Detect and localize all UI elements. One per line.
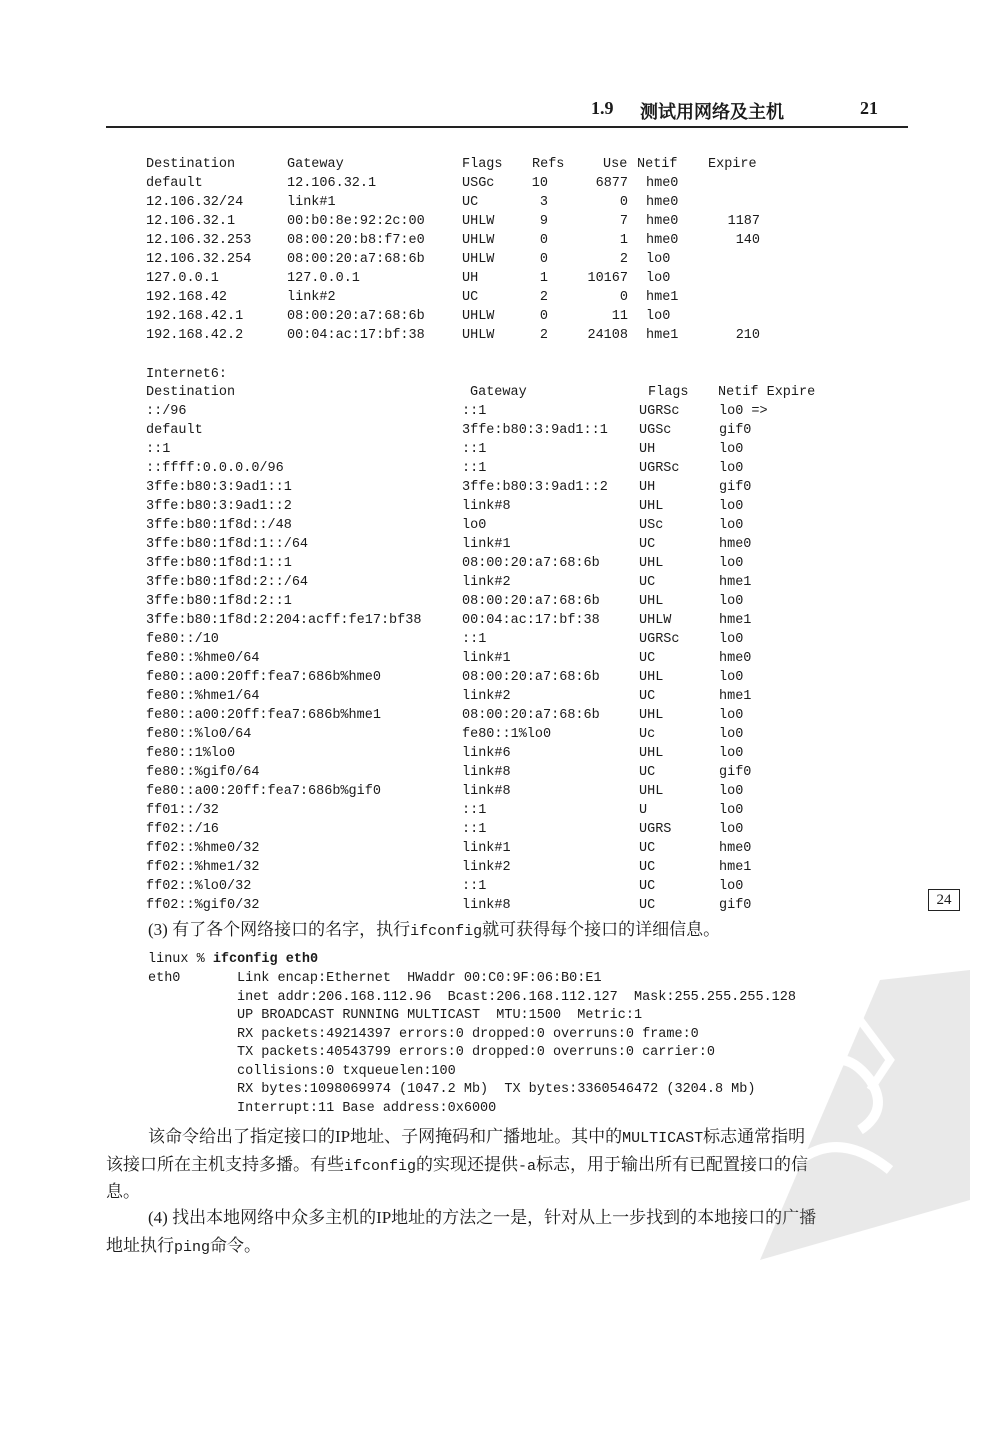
ipv4-cell-use: 0 — [619, 290, 628, 305]
chapter-title: 测试用网络及主机 — [640, 102, 784, 122]
explain-text: 标志通常指明 — [703, 1127, 806, 1146]
ipv6-cell-netif: lo0 — [719, 499, 744, 514]
ipv6-cell-flags: UC — [639, 841, 656, 856]
page-number: 21 — [860, 98, 878, 118]
ipv6-cell-gateway: 00:04:ac:17:bf:38 — [462, 613, 600, 628]
ipv6-cell-netif: lo0 — [719, 461, 744, 476]
shell-prompt: linux % — [148, 952, 213, 967]
ipv4-cell-netif: hme1 — [646, 328, 679, 343]
ipv6-cell-flags: UHL — [639, 746, 664, 761]
ipv6-cell-gateway: link#2 — [462, 689, 511, 704]
ipv4-cell-use: 2 — [619, 252, 628, 267]
ipv6-cell-netif: hme0 — [719, 537, 752, 552]
ipv4-header-refs: Refs — [532, 157, 565, 172]
interface-name: eth0 — [148, 971, 181, 986]
ipv6-cell-destination: fe80::a00:20ff:fea7:686b%gif0 — [146, 784, 381, 799]
para4-text: 命令。 — [210, 1236, 262, 1255]
ipv4-cell-use: 24108 — [587, 328, 628, 343]
ipv4-cell-destination: 192.168.42 — [146, 290, 228, 305]
explain-line-3: 息。 — [106, 1182, 140, 1201]
explain-text: 该接口所在主机支持多播。有些 — [106, 1155, 344, 1174]
ipv6-cell-flags: UC — [639, 860, 656, 875]
ipv6-cell-netif: hme1 — [719, 860, 752, 875]
ipv6-cell-netif: lo0 — [719, 632, 744, 647]
ipv6-cell-gateway: ::1 — [462, 461, 487, 476]
ipv6-cell-gateway: lo0 — [462, 518, 487, 533]
ipv6-cell-destination: ff02::%lo0/32 — [146, 879, 252, 894]
ipv6-cell-flags: UGRSc — [639, 461, 680, 476]
ipv6-cell-netif: gif0 — [719, 765, 752, 780]
ipv6-cell-netif: lo0 — [719, 594, 744, 609]
ipv4-cell-refs: 0 — [539, 309, 548, 324]
ipv6-cell-gateway: ::1 — [462, 803, 487, 818]
ipv4-cell-destination: 192.168.42.2 — [146, 328, 244, 343]
ipv6-cell-flags: UGRSc — [639, 632, 680, 647]
ipv4-cell-netif: hme0 — [646, 214, 679, 229]
ipv6-cell-flags: Uc — [639, 727, 656, 742]
para3-code: ifconfig — [410, 923, 483, 940]
ipv4-cell-netif: hme0 — [646, 176, 679, 191]
ipv4-cell-destination: default — [146, 176, 203, 191]
ipv6-cell-destination: ff02::%gif0/32 — [146, 898, 260, 913]
ipv4-cell-gateway: 127.0.0.1 — [287, 271, 360, 286]
ipv6-cell-netif: lo0 — [719, 727, 744, 742]
explain-text: 该命令给出了指定接口的IP地址、子网掩码和广播地址。其中的 — [148, 1127, 623, 1146]
ipv4-cell-netif: lo0 — [646, 309, 671, 324]
ipv6-cell-gateway: link#8 — [462, 765, 511, 780]
ipv6-cell-flags: UHL — [639, 594, 664, 609]
ipv6-cell-netif: gif0 — [719, 898, 752, 913]
ipv6-cell-flags: UC — [639, 651, 656, 666]
ipv4-cell-flags: UHLW — [462, 252, 495, 267]
ifconfig-command-line — [148, 953, 318, 967]
ipv4-cell-flags: USGc — [462, 176, 495, 191]
ipv6-cell-destination: fe80::%hme0/64 — [146, 651, 260, 666]
ipv6-cell-flags: UC — [639, 765, 656, 780]
ipv6-cell-destination: 3ffe:b80:1f8d:1::1 — [146, 556, 292, 571]
ipv6-cell-gateway: link#1 — [462, 537, 511, 552]
ipv6-table-label: Internet6: — [146, 367, 228, 382]
ipv4-cell-destination: 127.0.0.1 — [146, 271, 219, 286]
ifconfig-output-line: UP BROADCAST RUNNING MULTICAST MTU:1500 Metric:1 — [237, 1008, 643, 1023]
ipv4-cell-flags: UHLW — [462, 233, 495, 248]
ipv4-cell-netif: hme0 — [646, 195, 679, 210]
ipv6-cell-flags: UC — [639, 879, 656, 894]
ifconfig-output-line: RX packets:49214397 errors:0 dropped:0 overruns:0 frame:0 — [237, 1026, 699, 1042]
ipv6-cell-destination: ff01::/32 — [146, 803, 219, 818]
ipv6-cell-netif: lo0 — [719, 803, 744, 818]
ipv4-cell-refs: 2 — [539, 290, 548, 305]
ipv4-cell-gateway: 12.106.32.1 — [287, 176, 377, 191]
ipv6-cell-flags: UHL — [639, 556, 664, 571]
ipv4-cell-use: 1 — [619, 233, 628, 248]
ipv6-cell-gateway: ::1 — [462, 442, 487, 457]
ipv4-cell-use: 7 — [619, 214, 628, 229]
ipv4-cell-destination: 12.106.32/24 — [146, 195, 244, 210]
ipv4-cell-gateway: 00:b0:8e:92:2c:00 — [287, 214, 425, 229]
ipv6-cell-netif: hme1 — [719, 689, 752, 704]
ipv4-cell-netif: lo0 — [646, 252, 671, 267]
ipv6-cell-destination: ::/96 — [146, 404, 187, 419]
ipv6-cell-netif: hme1 — [719, 575, 752, 590]
ipv4-cell-gateway: 00:04:ac:17:bf:38 — [287, 328, 425, 343]
ipv6-cell-destination: fe80::/10 — [146, 632, 219, 647]
ipv6-cell-netif: lo0 — [719, 670, 744, 685]
ipv4-cell-netif: lo0 — [646, 271, 671, 286]
ipv4-cell-gateway: link#2 — [287, 290, 336, 305]
section-number: 1.9 — [591, 98, 614, 118]
ipv4-header-gateway: Gateway — [287, 157, 344, 172]
explain-text: 标志，用于输出所有已配置接口的信 — [536, 1155, 809, 1174]
ipv6-cell-destination: fe80::1%lo0 — [146, 746, 236, 761]
ifconfig-output-line: TX packets:40543799 errors:0 dropped:0 overruns:0 carrier:0 — [237, 1045, 715, 1060]
ipv6-cell-destination: 3ffe:b80:1f8d:1::/64 — [146, 537, 309, 552]
ipv6-cell-gateway: ::1 — [462, 632, 487, 647]
ipv6-cell-netif: lo0 — [719, 708, 744, 723]
ipv6-cell-gateway: link#8 — [462, 784, 511, 799]
ipv6-cell-gateway: ::1 — [462, 879, 487, 894]
ipv4-cell-gateway: link#1 — [287, 195, 336, 210]
ipv6-cell-destination: 3ffe:b80:1f8d:2::/64 — [146, 575, 309, 590]
para3-after: 就可获得每个接口的详细信息。 — [482, 920, 721, 939]
ipv4-header-netif: Netif — [637, 157, 678, 172]
ipv6-cell-gateway: fe80::1%lo0 — [462, 727, 552, 742]
ipv6-cell-flags: USc — [639, 518, 664, 533]
ipv6-cell-flags: UHLW — [639, 613, 672, 628]
ipv4-cell-refs: 3 — [539, 195, 548, 210]
shell-command: ifconfig eth0 — [212, 952, 319, 967]
explain-code: -a — [518, 1158, 537, 1175]
library-stamp-watermark — [740, 960, 980, 1280]
ifconfig-output-line: collisions:0 txqueuelen:100 — [237, 1063, 456, 1079]
original-page-marker: 24 — [928, 889, 960, 911]
ipv6-cell-gateway: 3ffe:b80:3:9ad1::2 — [462, 480, 608, 495]
ipv4-cell-use: 10167 — [587, 271, 628, 286]
ipv6-cell-flags: U — [639, 803, 648, 818]
ipv4-cell-netif: hme1 — [646, 290, 679, 305]
explain-line-2 — [106, 1151, 808, 1181]
ipv6-cell-flags: UHL — [639, 670, 664, 685]
ipv6-cell-destination: fe80::%gif0/64 — [146, 765, 260, 780]
ipv4-cell-refs: 10 — [531, 176, 548, 191]
ipv6-cell-gateway: link#1 — [462, 651, 511, 666]
ifconfig-output-line: RX bytes:1098069974 (1047.2 Mb) TX bytes:3360546472 (3204.8 Mb) — [237, 1082, 756, 1097]
ipv6-header-gateway: Gateway — [470, 385, 527, 400]
ipv4-cell-flags: UH — [462, 271, 479, 286]
ipv6-cell-destination: 3ffe:b80:3:9ad1::1 — [146, 480, 292, 495]
ipv6-cell-gateway: link#8 — [462, 898, 511, 913]
ipv4-cell-refs: 9 — [539, 214, 548, 229]
ipv4-cell-destination: 192.168.42.1 — [146, 309, 244, 324]
ipv6-cell-netif: lo0 — [719, 746, 744, 761]
ipv4-cell-use: 6877 — [595, 176, 628, 191]
para4-text: 地址执行 — [106, 1236, 174, 1255]
ipv4-cell-refs: 0 — [539, 252, 548, 267]
ipv4-cell-flags: UHLW — [462, 328, 495, 343]
ipv6-cell-gateway: 08:00:20:a7:68:6b — [462, 556, 600, 571]
ipv6-cell-netif: lo0 — [719, 784, 744, 799]
ifconfig-output-line: Interrupt:11 Base address:0x6000 — [237, 1100, 497, 1116]
ipv4-cell-flags: UC — [462, 290, 479, 305]
ipv4-header-expire: Expire — [708, 157, 757, 172]
ipv6-cell-destination: ::ffff:0.0.0.0/96 — [146, 461, 284, 476]
ipv6-cell-destination: ff02::%hme0/32 — [146, 841, 260, 856]
explain-line-1 — [148, 1123, 805, 1153]
ipv4-header-flags: Flags — [462, 157, 503, 172]
ipv6-cell-netif: lo0 — [719, 879, 744, 894]
paragraph-step-3 — [148, 916, 720, 946]
ipv6-cell-flags: UGRS — [639, 822, 672, 837]
ipv6-cell-gateway: link#2 — [462, 860, 511, 875]
ipv6-cell-destination: 3ffe:b80:1f8d:2::1 — [146, 594, 292, 609]
ipv6-cell-flags: UC — [639, 898, 656, 913]
paragraph-step-4-line-1: (4) 找出本地网络中众多主机的IP地址的方法之一是，针对从上一步找到的本地接口的广播 — [148, 1208, 817, 1227]
ipv6-header-destination: Destination — [146, 385, 236, 400]
ipv6-cell-destination: fe80::%lo0/64 — [146, 727, 252, 742]
ipv6-cell-flags: UH — [639, 480, 656, 495]
ipv6-cell-gateway: 08:00:20:a7:68:6b — [462, 670, 600, 685]
ipv6-cell-gateway: ::1 — [462, 822, 487, 837]
para3-before: (3) 有了各个网络接口的名字，执行 — [148, 920, 411, 939]
ipv4-cell-gateway: 08:00:20:a7:68:6b — [287, 252, 425, 267]
ipv6-cell-gateway: link#2 — [462, 575, 511, 590]
ipv6-cell-destination: fe80::a00:20ff:fea7:686b%hme1 — [146, 708, 381, 723]
ipv6-cell-flags: UH — [639, 442, 656, 457]
ipv4-cell-destination: 12.106.32.254 — [146, 252, 252, 267]
ipv6-cell-gateway: 08:00:20:a7:68:6b — [462, 708, 600, 723]
ipv4-cell-refs: 2 — [539, 328, 548, 343]
ipv6-cell-destination: default — [146, 423, 203, 438]
ipv6-cell-flags: UHL — [639, 708, 664, 723]
ipv6-cell-gateway: 3ffe:b80:3:9ad1::1 — [462, 423, 608, 438]
ipv4-cell-flags: UHLW — [462, 309, 495, 324]
ipv6-cell-gateway: ::1 — [462, 404, 487, 419]
ipv6-cell-gateway: link#1 — [462, 841, 511, 856]
ipv4-cell-use: 0 — [619, 195, 628, 210]
ipv4-header-use: Use — [603, 157, 628, 172]
ipv4-cell-destination: 12.106.32.253 — [146, 233, 252, 248]
ipv4-cell-use: 11 — [611, 309, 628, 324]
ifconfig-output-line: Link encap:Ethernet HWaddr 00:C0:9F:06:B0:E1 — [237, 971, 602, 986]
ipv4-cell-flags: UC — [462, 195, 479, 210]
ipv6-cell-destination: 3ffe:b80:1f8d:2:204:acff:fe17:bf38 — [146, 613, 422, 628]
ipv4-cell-refs: 1 — [539, 271, 548, 286]
ipv6-cell-flags: UC — [639, 689, 656, 704]
ifconfig-output-line: inet addr:206.168.112.96 Bcast:206.168.112.127 Mask:255.255.255.128 — [237, 989, 796, 1005]
explain-code: MULTICAST — [622, 1130, 704, 1147]
ipv4-cell-expire: 1187 — [727, 214, 760, 229]
ipv4-cell-gateway: 08:00:20:a7:68:6b — [287, 309, 425, 324]
ipv6-cell-netif: hme0 — [719, 651, 752, 666]
header-rule — [106, 126, 908, 128]
ipv6-cell-netif: hme1 — [719, 613, 752, 628]
ipv6-header-netif: Netif Expire — [718, 385, 816, 400]
ipv6-cell-netif: hme0 — [719, 841, 752, 856]
ipv4-cell-refs: 0 — [539, 233, 548, 248]
ipv6-cell-destination: 3ffe:b80:1f8d::/48 — [146, 518, 292, 533]
ipv4-cell-expire: 210 — [735, 328, 760, 343]
ipv6-cell-netif: gif0 — [719, 423, 752, 438]
ipv6-cell-destination: ff02::/16 — [146, 822, 219, 837]
ipv4-cell-netif: hme0 — [646, 233, 679, 248]
ipv6-cell-netif: gif0 — [719, 480, 752, 495]
ipv4-cell-gateway: 08:00:20:b8:f7:e0 — [287, 233, 425, 248]
para4-code: ping — [174, 1239, 211, 1256]
explain-code: ifconfig — [344, 1158, 417, 1175]
ipv6-cell-flags: UC — [639, 537, 656, 552]
ipv6-cell-flags: UHL — [639, 784, 664, 799]
ipv6-cell-netif: lo0 — [719, 442, 744, 457]
ipv6-cell-netif: lo0 — [719, 518, 744, 533]
ipv4-cell-destination: 12.106.32.1 — [146, 214, 236, 229]
ipv6-header-flags: Flags — [648, 385, 689, 400]
ipv6-cell-flags: UGSc — [639, 423, 672, 438]
ipv6-cell-netif: lo0 => — [719, 404, 768, 419]
ipv6-cell-gateway: link#6 — [462, 746, 511, 761]
ipv6-cell-netif: lo0 — [719, 822, 744, 837]
ipv6-cell-destination: 3ffe:b80:3:9ad1::2 — [146, 499, 292, 514]
ipv4-header-destination: Destination — [146, 157, 236, 172]
ipv6-cell-destination: fe80::a00:20ff:fea7:686b%hme0 — [146, 670, 381, 685]
explain-text: 的实现还提供 — [416, 1155, 519, 1174]
ipv6-cell-flags: UC — [639, 575, 656, 590]
ipv6-cell-destination: ff02::%hme1/32 — [146, 860, 260, 875]
ipv6-cell-flags: UHL — [639, 499, 664, 514]
ipv6-cell-destination: fe80::%hme1/64 — [146, 689, 260, 704]
ipv4-cell-flags: UHLW — [462, 214, 495, 229]
ipv6-cell-destination: ::1 — [146, 442, 171, 457]
ipv4-cell-expire: 140 — [735, 233, 760, 248]
ipv6-cell-flags: UGRSc — [639, 404, 680, 419]
ipv6-cell-netif: lo0 — [719, 556, 744, 571]
paragraph-step-4-line-2 — [106, 1232, 261, 1262]
ipv6-cell-gateway: 08:00:20:a7:68:6b — [462, 594, 600, 609]
ipv6-cell-gateway: link#8 — [462, 499, 511, 514]
